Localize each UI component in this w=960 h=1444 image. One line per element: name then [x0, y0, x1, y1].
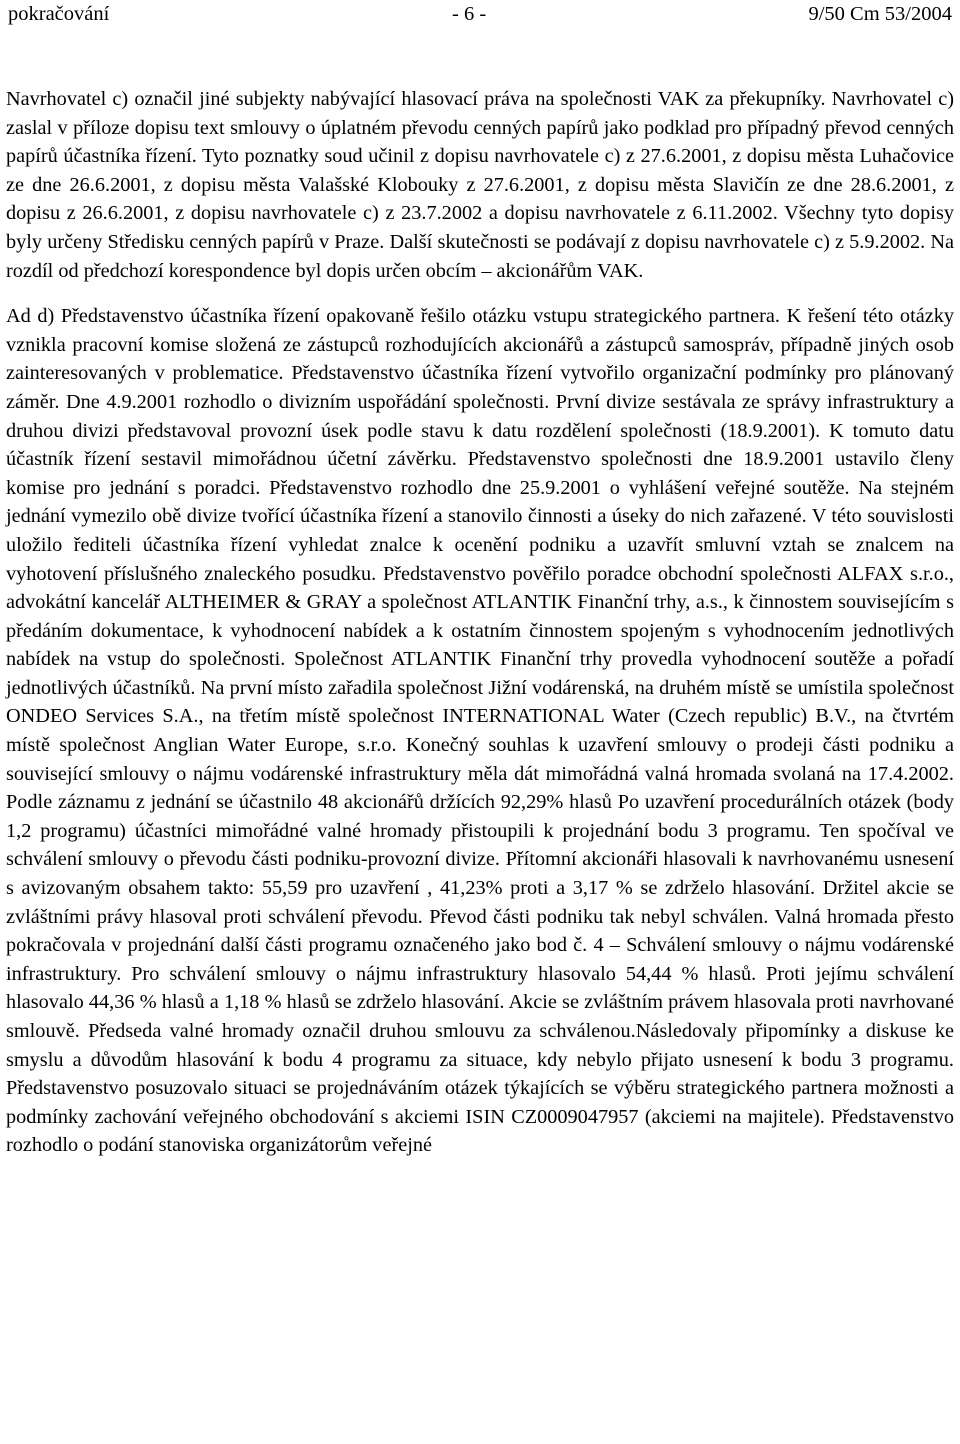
header-case-number: 9/50 Cm 53/2004 [808, 3, 952, 25]
paragraph-2: Ad d) Představenstvo účastníka řízení opakovaně řešilo otázku vstupu strategického partnera. K řešení této otázky vznikla pracovní komise složená ze zástupců rozhodujících akcionářů a zástupců samospráv, případně jiných osob zainteresovaných v problematice. Představenstvo účastníka řízení vytvořilo organizační podmínky pro plánovaný záměr. Dne 4.9.2001 rozhodlo o divizním uspořádání společnosti. První divize sestávala ze správy infrastruktury a druhou divizi představoval provozní úsek podle stavu k datu rozdělení společnosti (18.9.2001). K tomuto datu účastník řízení sestavil mimořádnou účetní závěrku. Představenstvo společnosti dne 18.9.2001 ustavilo členy komise pro jednání s poradci. Představenstvo rozhodlo dne 25.9.2001 o vyhlášení veřejné soutěže. Na stejném jednání vymezilo obě divize tvořící účastníka řízení a stanovilo činnosti a úseky do nich zařazené. V této souvislosti uložilo řediteli účastníka řízení vyhledat znalce k ocenění podniku a uzavřít smluvní vztah se znalcem na vyhotovení příslušného znaleckého posudku. Představenstvo pověřilo poradce obchodní společnosti ALFAX s.r.o., advokátní kancelář ALTHEIMER & GRAY a společnost ATLANTIK Finanční trhy, a.s., k činnostem souvisejícím s předáním dokumentace, k vyhodnocení nabídek a k ostatním činnostem spojeným s vyhodnocením jednotlivých nabídek na vstup do společnosti. Společnost ATLANTIK Finanční trhy provedla vyhodnocení soutěže a pořadí jednotlivých účastníků. Na první místo zařadila společnost Jižní vodárenská, na druhém místě se umístila společnost ONDEO Services S.A., na třetím místě společnost INTERNATIONAL Water (Czech republic) B.V., na čtvrtém místě společnost Anglian Water Europe, s.r.o. Konečný souhlas k uzavření smlouvy o prodeji části podniku a související smlouvy o nájmu vodárenské infrastruktury měla dát mimořádná valná hromada svolaná na 17.4.2002. Podle záznamu z jednání se účastnilo 48 akcionářů držících 92,29% hlasů Po uzavření procedurálních otázek (body 1,2 programu) účastníci mimořádné valné hromady přistoupili k projednání bodu 3 programu. Ten spočíval ve schválení smlouvy o převodu části podniku-provozní divize. Přítomní akcionáři hlasovali k navrhovanému usnesení s avizovaným obsahem takto: 55,59 pro uzavření , 41,23% proti a 3,17 % se zdrželo hlasování. Držitel akcie se zvláštními právy hlasoval proti schválení převodu. Převod části podniku tak nebyl schválen. Valná hromada přesto pokračovala v projednání další části programu označeného jako bod č. 4 – Schválení smlouvy o nájmu vodárenské infrastruktury. Pro schválení smlouvy o nájmu infrastruktury hlasovalo 54,44 % hlasů. Proti jejímu schválení hlasovalo 44,36 % hlasů a 1,18 % hlasů se zdrželo hlasování. Akcie se zvláštním právem hlasovala proti navrhované smlouvě. Předseda valné hromady označil druhou smlouvu za schválenou.Následovaly připomínky a diskuse ke smyslu a důvodům hlasování k bodu 4 programu za situace, kdy nebylo přijato usnesení k bodu 3 programu. Představenstvo posuzovalo situaci se projednáváním otázek týkajících se výběru strategického partnera možnosti a podmínky zachování veřejného obchodování s akciemi ISIN CZ0009047957 (akciemi na majitele). Představenstvo rozhodlo o podání stanoviska organizátorům veřejné [6, 305, 954, 1157]
header-page-number: - 6 - [452, 3, 487, 25]
document-page [6, 0, 954, 1160]
header-continuation-label: pokračování [8, 3, 110, 25]
page-header [6, 0, 954, 42]
paragraph-1: Navrhovatel c) označil jiné subjekty nabývající hlasovací práva na společnosti VAK za překupníky. Navrhovatel c) zaslal v příloze dopisu text smlouvy o úplatném převodu cenných papírů jako podklad pro případný převod cenných papírů účastníka řízení. Tyto poznatky soud učinil z dopisu navrhovatele c) z 27.6.2001, z dopisu města Luhačovice ze dne 26.6.2001, z dopisu města Valašské Klobouky z 27.6.2001, z dopisu města Slavičín ze dne 28.6.2001, z dopisu z 26.6.2001, z dopisu navrhovatele c) z 23.7.2002 a dopisu navrhovatele z 6.11.2002. Všechny tyto dopisy byly určeny Středisku cenných papírů v Praze. Další skutečnosti se podávají z dopisu navrhovatele c) z 5.9.2002. Na rozdíl od předchozí korespondence byl dopis určen obcím – akcionářům VAK. [6, 88, 954, 282]
